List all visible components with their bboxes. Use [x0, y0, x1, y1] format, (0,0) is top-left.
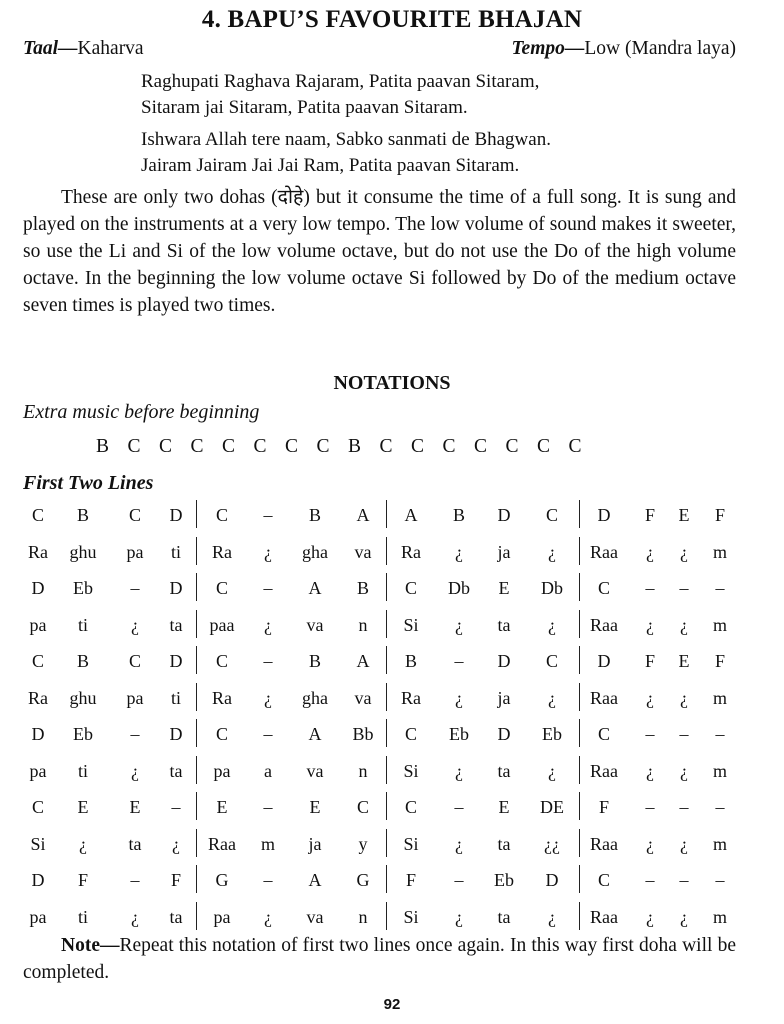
syllable-cell: Si [403, 906, 419, 927]
note-cell: C [404, 797, 417, 817]
syllable-cell: ta [497, 614, 511, 635]
syllable-cell: Raa [590, 687, 618, 708]
extra-note: C [159, 436, 173, 457]
measure-bar [386, 829, 387, 857]
measure-bar [579, 719, 580, 747]
syllable-cell: ¿¿ [544, 833, 560, 854]
note-cell: E [498, 578, 510, 598]
note-cell: C [215, 505, 228, 525]
note-cell: C [597, 724, 610, 744]
extra-note: C [379, 436, 393, 457]
syllable-cell: y [358, 833, 368, 854]
note-cell: – [454, 797, 464, 817]
syllable-cell: ti [170, 687, 181, 708]
lyrics-row [0, 688, 784, 714]
note-cell: A [356, 505, 370, 525]
measure-bar [386, 683, 387, 711]
note-cell: – [263, 797, 273, 817]
extra-note: C [537, 436, 551, 457]
extra-note: C [411, 436, 425, 457]
taal-value: Kaharva [77, 38, 144, 59]
measure-bar [386, 792, 387, 820]
extra-note: C [316, 436, 330, 457]
syllable-cell: ta [169, 906, 183, 927]
note-cell: F [77, 870, 88, 890]
note-cell: – [454, 651, 464, 671]
note-cell: C [597, 870, 610, 890]
note-paragraph [23, 932, 736, 986]
syllable-cell: ¿ [79, 833, 87, 854]
lyrics-row [0, 761, 784, 787]
syllable-cell: ¿ [548, 687, 556, 708]
syllable-cell: Raa [590, 614, 618, 635]
taal-label: Taal— [23, 38, 78, 59]
lyrics-row [0, 907, 784, 933]
note-cell: A [356, 651, 370, 671]
taal-info [23, 38, 144, 60]
measure-bar [579, 610, 580, 638]
note-cell: – [263, 870, 273, 890]
note-cell: F [714, 651, 725, 671]
note-cell: Bb [352, 724, 374, 744]
syllable-cell: gha [302, 687, 328, 708]
extra-note: C [253, 436, 267, 457]
note-cell: – [263, 578, 273, 598]
syllable-cell: ta [497, 833, 511, 854]
note-label: Note— [61, 935, 120, 956]
syllable-cell: Ra [401, 687, 421, 708]
measure-bar [579, 573, 580, 601]
syllable-cell: Si [403, 614, 419, 635]
note-cell: E [77, 797, 89, 817]
syllable-cell: Ra [212, 541, 232, 562]
measure-bar [386, 865, 387, 893]
verse-line-2: Sitaram jai Sitaram, Patita paavan Sitaram. [141, 97, 468, 118]
syllable-cell: ¿ [646, 760, 654, 781]
syllable-cell: ¿ [548, 614, 556, 635]
notations-heading: NOTATIONS [333, 372, 451, 394]
notes-row [0, 651, 784, 677]
syllable-cell: Ra [212, 687, 232, 708]
note-cell: C [404, 578, 417, 598]
measure-bar [386, 500, 387, 528]
note-cell: – [645, 797, 655, 817]
extra-note: B [96, 436, 110, 457]
measure-bar [196, 829, 197, 857]
note-cell: C [545, 651, 558, 671]
measure-bar [579, 829, 580, 857]
note-cell: – [645, 724, 655, 744]
note-cell: C [31, 505, 44, 525]
note-cell: E [678, 651, 690, 671]
syllable-cell: m [712, 833, 727, 854]
syllable-cell: ti [77, 614, 88, 635]
note-cell: G [356, 870, 370, 890]
syllable-cell: pa [126, 687, 144, 708]
note-cell: D [497, 651, 511, 671]
note-cell: Db [541, 578, 563, 598]
taal-tempo-line [23, 38, 736, 64]
note-cell: E [216, 797, 228, 817]
syllable-cell: pa [126, 541, 144, 562]
note-cell: B [76, 505, 89, 525]
note-cell: – [715, 870, 725, 890]
note-cell: D [545, 870, 559, 890]
measure-bar [196, 573, 197, 601]
syllable-cell: ¿ [264, 541, 272, 562]
measure-bar [579, 500, 580, 528]
note-cell: D [169, 651, 183, 671]
note-cell: C [128, 505, 141, 525]
measure-bar [386, 537, 387, 565]
note-cell: B [356, 578, 369, 598]
measure-bar [579, 792, 580, 820]
syllable-cell: ¿ [264, 614, 272, 635]
syllable-cell: Raa [590, 833, 618, 854]
syllable-cell: ta [169, 614, 183, 635]
measure-bar [386, 719, 387, 747]
measure-bar [196, 537, 197, 565]
syllable-cell: ja [308, 833, 322, 854]
measure-bar [196, 500, 197, 528]
note-cell: Eb [73, 724, 93, 744]
syllable-cell: ta [497, 760, 511, 781]
note-cell: – [679, 870, 689, 890]
extra-note: C [285, 436, 299, 457]
measure-bar [196, 902, 197, 930]
syllable-cell: Si [30, 833, 46, 854]
note-cell: D [497, 724, 511, 744]
syllable-cell: m [712, 687, 727, 708]
note-cell: – [130, 724, 140, 744]
note-cell: – [679, 797, 689, 817]
note-cell: D [597, 651, 611, 671]
notes-row [0, 870, 784, 896]
syllable-cell: pa [213, 760, 231, 781]
note-cell: – [454, 870, 464, 890]
syllable-cell: ¿ [548, 541, 556, 562]
measure-bar [579, 756, 580, 784]
syllable-cell: pa [29, 760, 47, 781]
syllable-cell: ¿ [646, 541, 654, 562]
measure-bar [386, 902, 387, 930]
syllable-cell: ghu [69, 541, 97, 562]
syllable-cell: ¿ [131, 760, 139, 781]
note-cell: D [31, 870, 45, 890]
note-cell: – [263, 505, 273, 525]
note-cell: Eb [494, 870, 514, 890]
syllable-cell: ¿ [548, 906, 556, 927]
note-cell: – [171, 797, 181, 817]
note-cell: A [308, 578, 322, 598]
syllable-cell: ja [497, 541, 511, 562]
note-cell: – [679, 578, 689, 598]
syllable-cell: ¿ [455, 541, 463, 562]
note-cell: D [31, 724, 45, 744]
syllable-cell: va [306, 760, 324, 781]
note-cell: E [498, 797, 510, 817]
note-cell: D [169, 578, 183, 598]
syllable-cell: ¿ [646, 687, 654, 708]
syllable-cell: n [358, 614, 368, 635]
note-cell: E [309, 797, 321, 817]
extra-note: C [222, 436, 236, 457]
tempo-label: Tempo— [511, 38, 585, 59]
extra-note: C [442, 436, 456, 457]
syllable-cell: ¿ [455, 906, 463, 927]
syllable-cell: ¿ [131, 906, 139, 927]
note-cell: C [404, 724, 417, 744]
syllable-cell: va [306, 906, 324, 927]
note-cell: – [645, 870, 655, 890]
syllable-cell: ¿ [646, 614, 654, 635]
tempo-value: Low (Mandra laya) [584, 38, 736, 59]
measure-bar [196, 865, 197, 893]
note-cell: F [644, 505, 655, 525]
syllable-cell: ¿ [680, 833, 688, 854]
measure-bar [196, 719, 197, 747]
syllable-cell: Raa [590, 906, 618, 927]
measure-bar [196, 610, 197, 638]
lyrics-row [0, 834, 784, 860]
syllable-cell: ¿ [172, 833, 180, 854]
measure-bar [579, 646, 580, 674]
lyrics-row [0, 615, 784, 641]
syllable-cell: ¿ [131, 614, 139, 635]
syllable-cell: ¿ [264, 687, 272, 708]
note-cell: B [308, 505, 321, 525]
verse-line-4: Jairam Jairam Jai Jai Ram, Patita paavan Sitaram. [141, 155, 520, 176]
syllable-cell: ¿ [680, 760, 688, 781]
syllable-cell: m [712, 906, 727, 927]
note-cell: F [598, 797, 609, 817]
syllable-cell: ¿ [680, 906, 688, 927]
syllable-cell: ¿ [455, 760, 463, 781]
note-text: Repeat this notation of first two lines once again. In this way first doha will be completed. [23, 935, 736, 983]
syllable-cell: m [712, 760, 727, 781]
note-cell: C [215, 724, 228, 744]
syllable-cell: ta [169, 760, 183, 781]
syllable-cell: ¿ [455, 614, 463, 635]
measure-bar [196, 792, 197, 820]
syllable-cell: ¿ [455, 833, 463, 854]
description-paragraph: These are only two dohas (दोहे) but it consume the time of a full song. It is sung and played on the instruments at a very low tempo. The low volume of sound makes it sweeter, so use the Li and Si of the low volume octave, but do not use the Do of the high volume octave. In the beginning the low volume octave Si followed by Do of the medium octave seven times is played two times. [23, 187, 736, 316]
syllable-cell: a [264, 760, 272, 781]
syllable-cell: ja [497, 687, 511, 708]
note-cell: – [130, 578, 140, 598]
syllable-cell: ¿ [680, 687, 688, 708]
syllable-cell: Raa [590, 760, 618, 781]
note-cell: D [597, 505, 611, 525]
verse-line-3: Ishwara Allah tere naam, Sabko sanmati de Bhagwan. [141, 129, 551, 150]
syllable-cell: m [712, 541, 727, 562]
note-cell: F [405, 870, 416, 890]
note-cell: B [76, 651, 89, 671]
syllable-cell: pa [29, 614, 47, 635]
note-cell: C [31, 797, 44, 817]
syllable-cell: ti [77, 760, 88, 781]
measure-bar [386, 756, 387, 784]
note-cell: D [31, 578, 45, 598]
syllable-cell: n [358, 906, 368, 927]
extra-note: C [505, 436, 519, 457]
syllable-cell: ti [170, 541, 181, 562]
syllable-cell: pa [29, 906, 47, 927]
syllable-cell: va [354, 541, 372, 562]
extra-music-notes [96, 436, 600, 458]
note-cell: A [308, 724, 322, 744]
extra-note: C [190, 436, 204, 457]
measure-bar [579, 902, 580, 930]
note-cell: – [263, 724, 273, 744]
measure-bar [579, 683, 580, 711]
note-cell: F [714, 505, 725, 525]
syllable-cell: ¿ [680, 614, 688, 635]
note-cell: G [215, 870, 229, 890]
note-cell: D [169, 724, 183, 744]
note-cell: C [356, 797, 369, 817]
measure-bar [386, 573, 387, 601]
note-cell: DE [540, 797, 564, 817]
note-cell: – [263, 651, 273, 671]
lyrics-row [0, 542, 784, 568]
syllable-cell: Si [403, 760, 419, 781]
notes-row [0, 578, 784, 604]
note-cell: B [308, 651, 321, 671]
syllable-cell: ¿ [455, 687, 463, 708]
page-number: 92 [383, 996, 401, 1013]
syllable-cell: Ra [401, 541, 421, 562]
note-cell: – [130, 870, 140, 890]
note-cell: C [597, 578, 610, 598]
syllable-cell: pa [213, 906, 231, 927]
note-cell: Eb [449, 724, 469, 744]
syllable-cell: ¿ [264, 906, 272, 927]
extra-note: C [127, 436, 141, 457]
note-cell: E [129, 797, 141, 817]
measure-bar [579, 537, 580, 565]
measure-bar [579, 865, 580, 893]
note-cell: C [215, 578, 228, 598]
page-title: 4. BAPU’S FAVOURITE BHAJAN [201, 6, 583, 33]
extra-note: C [568, 436, 582, 457]
measure-bar [196, 756, 197, 784]
note-cell: – [645, 578, 655, 598]
note-cell: C [545, 505, 558, 525]
note-cell: F [644, 651, 655, 671]
syllable-cell: Ra [28, 687, 48, 708]
note-cell: Db [448, 578, 470, 598]
note-cell: E [678, 505, 690, 525]
verse-line-1: Raghupati Raghava Rajaram, Patita paavan Sitaram, [141, 71, 540, 92]
syllable-cell: va [306, 614, 324, 635]
note-cell: C [128, 651, 141, 671]
note-cell: A [404, 505, 418, 525]
extra-note: C [474, 436, 488, 457]
extra-music-label: Extra music before beginning [23, 401, 260, 423]
syllable-cell: ¿ [680, 541, 688, 562]
note-cell: F [170, 870, 181, 890]
note-cell: – [715, 797, 725, 817]
syllable-cell: Raa [590, 541, 618, 562]
syllable-cell: ¿ [646, 906, 654, 927]
measure-bar [196, 646, 197, 674]
note-cell: – [715, 724, 725, 744]
note-cell: D [497, 505, 511, 525]
syllable-cell: gha [302, 541, 328, 562]
note-cell: C [31, 651, 44, 671]
syllable-cell: ta [128, 833, 142, 854]
syllable-cell: ta [497, 906, 511, 927]
note-cell: B [452, 505, 465, 525]
note-cell: Eb [542, 724, 562, 744]
measure-bar [386, 610, 387, 638]
notes-row [0, 505, 784, 531]
note-cell: – [679, 724, 689, 744]
syllable-cell: Raa [208, 833, 236, 854]
syllable-cell: ¿ [548, 760, 556, 781]
tempo-info [511, 38, 736, 60]
note-cell: A [308, 870, 322, 890]
note-cell: D [169, 505, 183, 525]
measure-bar [196, 683, 197, 711]
syllable-cell: va [354, 687, 372, 708]
note-cell: – [715, 578, 725, 598]
syllable-cell: Si [403, 833, 419, 854]
syllable-cell: paa [209, 614, 235, 635]
syllable-cell: m [712, 614, 727, 635]
notes-row [0, 724, 784, 750]
measure-bar [386, 646, 387, 674]
note-cell: B [404, 651, 417, 671]
note-cell: C [215, 651, 228, 671]
note-cell: Eb [73, 578, 93, 598]
syllable-cell: ¿ [646, 833, 654, 854]
notes-row [0, 797, 784, 823]
syllable-cell: ghu [69, 687, 97, 708]
first-two-lines-label: First Two Lines [23, 472, 154, 494]
syllable-cell: Ra [28, 541, 48, 562]
syllable-cell: ti [77, 906, 88, 927]
syllable-cell: m [260, 833, 275, 854]
extra-note: B [348, 436, 362, 457]
syllable-cell: n [358, 760, 368, 781]
